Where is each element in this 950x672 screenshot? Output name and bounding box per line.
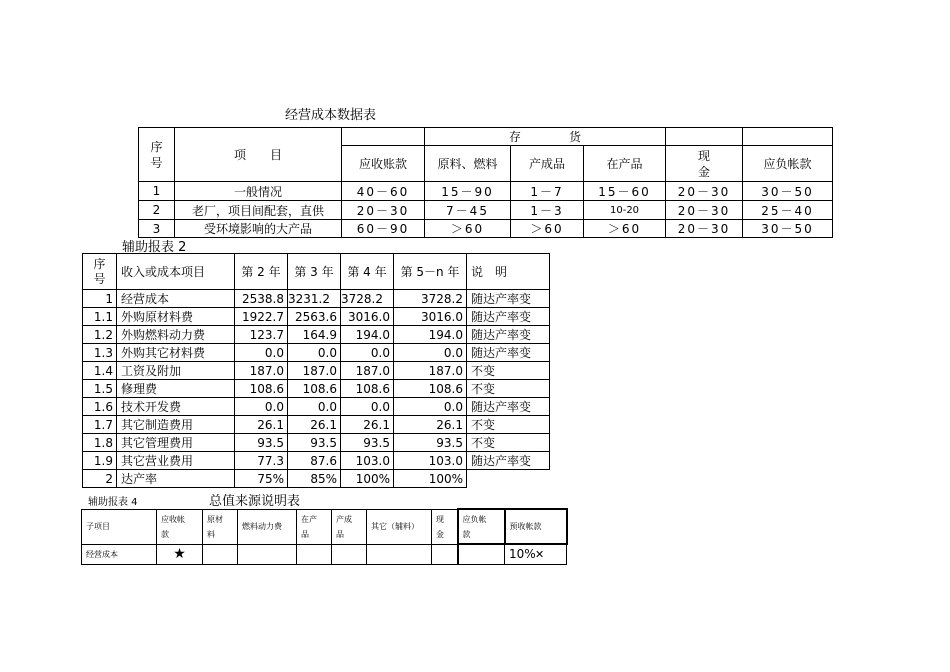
row-note: 随达产率变 xyxy=(467,344,550,362)
row-value: 20－30 xyxy=(666,201,743,220)
row-value: 3728.2 xyxy=(341,290,394,308)
row-note: 不变 xyxy=(467,362,550,380)
row-seq: 1 xyxy=(139,182,175,201)
row-value: 20－30 xyxy=(666,220,743,238)
row-value: 3016.0 xyxy=(394,308,467,326)
row-value: ＞60 xyxy=(584,220,666,238)
row-value: 3231.2 xyxy=(288,290,341,308)
row-seq: 1.9 xyxy=(83,452,117,470)
row-item: 一般情况 xyxy=(175,182,342,201)
row-item: 外购其它材料费 xyxy=(117,344,235,362)
row-value: ＞60 xyxy=(425,220,511,238)
table-row xyxy=(139,220,833,238)
row-value: 26.1 xyxy=(235,416,288,434)
row-value: 100% xyxy=(341,470,394,488)
col-cash: 现 金 xyxy=(666,146,743,182)
table-row xyxy=(82,544,567,564)
row-note: 随达产率变 xyxy=(467,398,550,416)
row-seq: 1.4 xyxy=(83,362,117,380)
row-seq: 1.3 xyxy=(83,344,117,362)
advance-receipts-header: 预收帐款 xyxy=(505,509,567,544)
row-value: 7－45 xyxy=(425,201,511,220)
cash-header: 现 金 xyxy=(432,509,458,544)
row-value: 108.6 xyxy=(235,380,288,398)
row-value: 0.0 xyxy=(394,398,467,416)
table-row xyxy=(139,182,833,201)
row-note: 随达产率变 xyxy=(467,326,550,344)
row-item: 工资及附加 xyxy=(117,362,235,380)
row-seq: 1.6 xyxy=(83,398,117,416)
wip-header: 在产 品 xyxy=(297,509,332,544)
col-payables: 应负帐款 xyxy=(743,146,833,182)
row-value: 164.9 xyxy=(288,326,341,344)
table-row xyxy=(83,398,550,416)
row-seq: 3 xyxy=(139,220,175,238)
table-row xyxy=(83,416,550,434)
item-header: 项 目 xyxy=(175,128,342,182)
empty-cell xyxy=(332,544,367,564)
row-value: 25－40 xyxy=(743,201,833,220)
col-receivables: 应收账款 xyxy=(342,146,425,182)
row-value: 15－60 xyxy=(584,182,666,201)
row-value: 75% xyxy=(235,470,288,488)
row-item: 受环境影响的大产品 xyxy=(175,220,342,238)
aux-report-4-label: 辅助报表 4 xyxy=(88,497,138,508)
row-value: 0.0 xyxy=(235,344,288,362)
row-value: 3016.0 xyxy=(341,308,394,326)
row-value: 87.6 xyxy=(288,452,341,470)
table-row xyxy=(83,344,550,362)
row-value: 1－3 xyxy=(511,201,584,220)
star-icon: ★ xyxy=(157,544,203,564)
col-materials-fuel: 原料、燃料 xyxy=(425,146,511,182)
row-value: 187.0 xyxy=(235,362,288,380)
receivables-header: 应收帐 款 xyxy=(157,509,203,544)
row-value: 108.6 xyxy=(394,380,467,398)
row-value: 2563.6 xyxy=(288,308,341,326)
row-value: 93.5 xyxy=(235,434,288,452)
row-value: 1－7 xyxy=(511,182,584,201)
item-header: 收入或成本项目 xyxy=(117,254,235,290)
row-value: 26.1 xyxy=(288,416,341,434)
row-seq: 1.2 xyxy=(83,326,117,344)
empty-cell xyxy=(203,544,238,564)
empty-cell xyxy=(367,544,432,564)
row-value: 108.6 xyxy=(288,380,341,398)
row-value: 20－30 xyxy=(666,182,743,201)
seq-header: 序 号 xyxy=(139,128,175,182)
row-value: 30－50 xyxy=(743,220,833,238)
row-value: 93.5 xyxy=(341,434,394,452)
col-work-in-progress: 在产品 xyxy=(584,146,666,182)
sub-item-header: 子项目 xyxy=(82,509,157,544)
row-value: 26.1 xyxy=(341,416,394,434)
row-value: 0.0 xyxy=(341,398,394,416)
advance-receipts-value: 10% ✕ xyxy=(505,544,567,564)
table-row xyxy=(83,308,550,326)
row-item: 修理费 xyxy=(117,380,235,398)
raw-materials-header: 原材 料 xyxy=(203,509,238,544)
row-item: 其它制造费用 xyxy=(117,416,235,434)
blank-header-cell xyxy=(666,128,743,146)
row-value: 26.1 xyxy=(394,416,467,434)
row-note xyxy=(467,470,550,488)
blank-header-cell xyxy=(342,128,425,146)
row-value: 60－90 xyxy=(342,220,425,238)
row-value: 103.0 xyxy=(394,452,467,470)
empty-cell xyxy=(432,544,458,564)
empty-cell xyxy=(238,544,297,564)
row-value: 1922.7 xyxy=(235,308,288,326)
year5n-header: 第 5－n 年 xyxy=(394,254,467,290)
row-value: 20－30 xyxy=(342,201,425,220)
row-value: 103.0 xyxy=(341,452,394,470)
row-value: 123.7 xyxy=(235,326,288,344)
other-aux-header: 其它（辅料） xyxy=(367,509,432,544)
row-note: 随达产率变 xyxy=(467,290,550,308)
row-value: ＞60 xyxy=(511,220,584,238)
table-row xyxy=(83,290,550,308)
value-source-table xyxy=(81,508,568,565)
row-value: 187.0 xyxy=(394,362,467,380)
row-value: 0.0 xyxy=(394,344,467,362)
row-item: 达产率 xyxy=(117,470,235,488)
row-value: 0.0 xyxy=(288,344,341,362)
row-note: 不变 xyxy=(467,416,550,434)
row-value: 187.0 xyxy=(288,362,341,380)
table-row xyxy=(83,362,550,380)
row-seq: 1 xyxy=(83,290,117,308)
row-item: 其它营业费用 xyxy=(117,452,235,470)
row-note: 不变 xyxy=(467,380,550,398)
row-item: 经营成本 xyxy=(117,290,235,308)
row-seq: 2 xyxy=(83,470,117,488)
year3-header: 第 3 年 xyxy=(288,254,341,290)
year4-header: 第 4 年 xyxy=(341,254,394,290)
year2-header: 第 2 年 xyxy=(235,254,288,290)
row-value: 85% xyxy=(288,470,341,488)
payables-header: 应负帐 款 xyxy=(458,509,505,544)
fuel-power-header: 燃料动力费 xyxy=(238,509,297,544)
table-row xyxy=(83,326,550,344)
empty-cell xyxy=(297,544,332,564)
row-value: 40－60 xyxy=(342,182,425,201)
row-seq: 1.5 xyxy=(83,380,117,398)
row-note: 随达产率变 xyxy=(467,308,550,326)
row-value: 93.5 xyxy=(288,434,341,452)
row-item: 外购燃料动力费 xyxy=(117,326,235,344)
row-value: 0.0 xyxy=(235,398,288,416)
row-value: 194.0 xyxy=(394,326,467,344)
row-seq: 1.1 xyxy=(83,308,117,326)
row-seq: 2 xyxy=(139,201,175,220)
inventory-header: 存 货 xyxy=(425,128,666,146)
row-value: 77.3 xyxy=(235,452,288,470)
table-row xyxy=(83,470,550,488)
blank-header-cell xyxy=(743,128,833,146)
row-note: 不变 xyxy=(467,434,550,452)
table-row xyxy=(139,201,833,220)
row-value: 187.0 xyxy=(341,362,394,380)
aux-report-2-label: 辅助报表 2 xyxy=(122,240,187,255)
row-value: 108.6 xyxy=(341,380,394,398)
table-row xyxy=(83,380,550,398)
row-item: 老厂，项目间配套，直供 xyxy=(175,201,342,220)
finished-goods-header: 产成 品 xyxy=(332,509,367,544)
row-item: 外购原材料费 xyxy=(117,308,235,326)
row-value: 0.0 xyxy=(341,344,394,362)
row-value: 2538.8 xyxy=(235,290,288,308)
row-value: 3728.2 xyxy=(394,290,467,308)
row-value: 15－90 xyxy=(425,182,511,201)
seq-header: 序 号 xyxy=(83,254,117,290)
cross-mark-icon: ✕ xyxy=(535,548,545,561)
aux-report-2-table xyxy=(82,253,550,488)
row-note: 随达产率变 xyxy=(467,452,550,470)
row-value: 0.0 xyxy=(288,398,341,416)
row-item: 经营成本 xyxy=(82,544,157,564)
row-value: 93.5 xyxy=(394,434,467,452)
row-seq: 1.7 xyxy=(83,416,117,434)
row-item: 技术开发费 xyxy=(117,398,235,416)
row-seq: 1.8 xyxy=(83,434,117,452)
col-finished-goods: 产成品 xyxy=(511,146,584,182)
note-header: 说 明 xyxy=(467,254,550,290)
row-value: 100% xyxy=(394,470,467,488)
row-value: 10-20 xyxy=(584,201,666,220)
row-item: 其它管理费用 xyxy=(117,434,235,452)
operating-cost-table xyxy=(138,127,833,238)
row-value: 30－50 xyxy=(743,182,833,201)
table4-title: 总值来源说明表 xyxy=(209,494,301,509)
empty-cell xyxy=(458,544,505,564)
table1-title: 经营成本数据表 xyxy=(285,108,377,123)
row-value: 194.0 xyxy=(341,326,394,344)
table-row xyxy=(83,434,550,452)
table-row xyxy=(83,452,550,470)
